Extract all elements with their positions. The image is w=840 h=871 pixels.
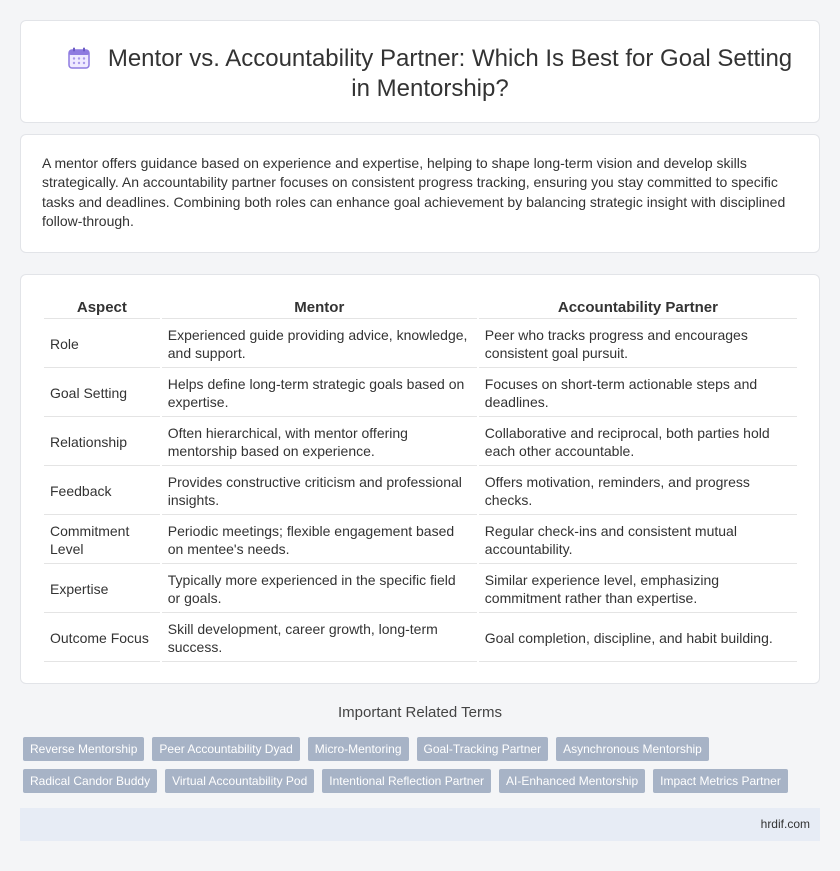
comparison-table: [42, 295, 799, 664]
mentor-cell: Periodic meetings; flexible engagement based on mentee's needs.: [162, 517, 477, 564]
table-header-row: [44, 297, 797, 319]
tag-goal-tracking-partner[interactable]: Goal-Tracking Partner: [417, 737, 549, 761]
intro-paragraph: A mentor offers guidance based on experience and expertise, helping to shape long-term vision and develop skills strategically. An accountability partner focuses on consistent progress tracking, ensuring you stay committed to specific tasks and deadlines. Combining both roles can enhance goal achievement by balancing strategic insight with disciplined follow-through.: [42, 155, 786, 230]
table-row: [44, 517, 797, 564]
tag-radical-candor-buddy[interactable]: Radical Candor Buddy: [23, 769, 157, 793]
footer-site-link[interactable]: hrdif.com: [760, 817, 810, 831]
page-title-text: Mentor vs. Accountability Partner: Which Is Best for Goal Setting in Mentorship?: [107, 45, 793, 102]
tag-virtual-accountability-pod[interactable]: Virtual Accountability Pod: [165, 769, 314, 793]
mentor-cell: Typically more experienced in the specific field or goals.: [162, 566, 477, 613]
mentor-cell: Skill development, career growth, long-term success.: [162, 615, 477, 662]
table-row: [44, 321, 797, 368]
table-row: [44, 370, 797, 417]
partner-cell: Similar experience level, emphasizing commitment rather than expertise.: [479, 566, 797, 613]
tag-ai-enhanced-mentorship[interactable]: AI-Enhanced Mentorship: [499, 769, 645, 793]
aspect-cell: Relationship: [44, 419, 160, 466]
footer: [20, 808, 820, 841]
aspect-cell: Outcome Focus: [44, 615, 160, 662]
mentor-cell: Helps define long-term strategic goals based on expertise.: [162, 370, 477, 417]
partner-cell: Offers motivation, reminders, and progress checks.: [479, 468, 797, 515]
tag-asynchronous-mentorship[interactable]: Asynchronous Mentorship: [556, 737, 709, 761]
table-row: [44, 468, 797, 515]
partner-cell: Goal completion, discipline, and habit building.: [479, 615, 797, 662]
aspect-cell: Goal Setting: [44, 370, 160, 417]
tag-row-2: [23, 769, 823, 793]
table-row: [44, 615, 797, 662]
mentor-cell: Provides constructive criticism and professional insights.: [162, 468, 477, 515]
title-wrap: [61, 44, 799, 104]
header-accountability-partner: Accountability Partner: [479, 297, 797, 319]
partner-cell: Peer who tracks progress and encourages consistent goal pursuit.: [479, 321, 797, 368]
aspect-cell: Feedback: [44, 468, 160, 515]
partner-cell: Focuses on short-term actionable steps and deadlines.: [479, 370, 797, 417]
header-aspect: Aspect: [44, 297, 160, 319]
page-title: [61, 44, 799, 104]
partner-cell: Collaborative and reciprocal, both parties hold each other accountable.: [479, 419, 797, 466]
intro-card: [20, 134, 820, 253]
mentor-cell: Experienced guide providing advice, knowledge, and support.: [162, 321, 477, 368]
comparison-card: [20, 274, 820, 684]
calendar-icon: [68, 47, 90, 69]
aspect-cell: Expertise: [44, 566, 160, 613]
tag-intentional-reflection-partner[interactable]: Intentional Reflection Partner: [322, 769, 491, 793]
tag-row-1: [23, 737, 823, 761]
related-terms-tags: [23, 737, 823, 801]
partner-cell: Regular check-ins and consistent mutual accountability.: [479, 517, 797, 564]
aspect-cell: Role: [44, 321, 160, 368]
related-terms-heading: Important Related Terms: [338, 704, 502, 721]
table-row: [44, 419, 797, 466]
tag-peer-accountability-dyad[interactable]: Peer Accountability Dyad: [152, 737, 299, 761]
tag-reverse-mentorship[interactable]: Reverse Mentorship: [23, 737, 144, 761]
aspect-cell: Commitment Level: [44, 517, 160, 564]
tag-impact-metrics-partner[interactable]: Impact Metrics Partner: [653, 769, 788, 793]
tag-micro-mentoring[interactable]: Micro-Mentoring: [308, 737, 409, 761]
header-card: [20, 20, 820, 123]
table-row: [44, 566, 797, 613]
mentor-cell: Often hierarchical, with mentor offering mentorship based on experience.: [162, 419, 477, 466]
header-mentor: Mentor: [162, 297, 477, 319]
